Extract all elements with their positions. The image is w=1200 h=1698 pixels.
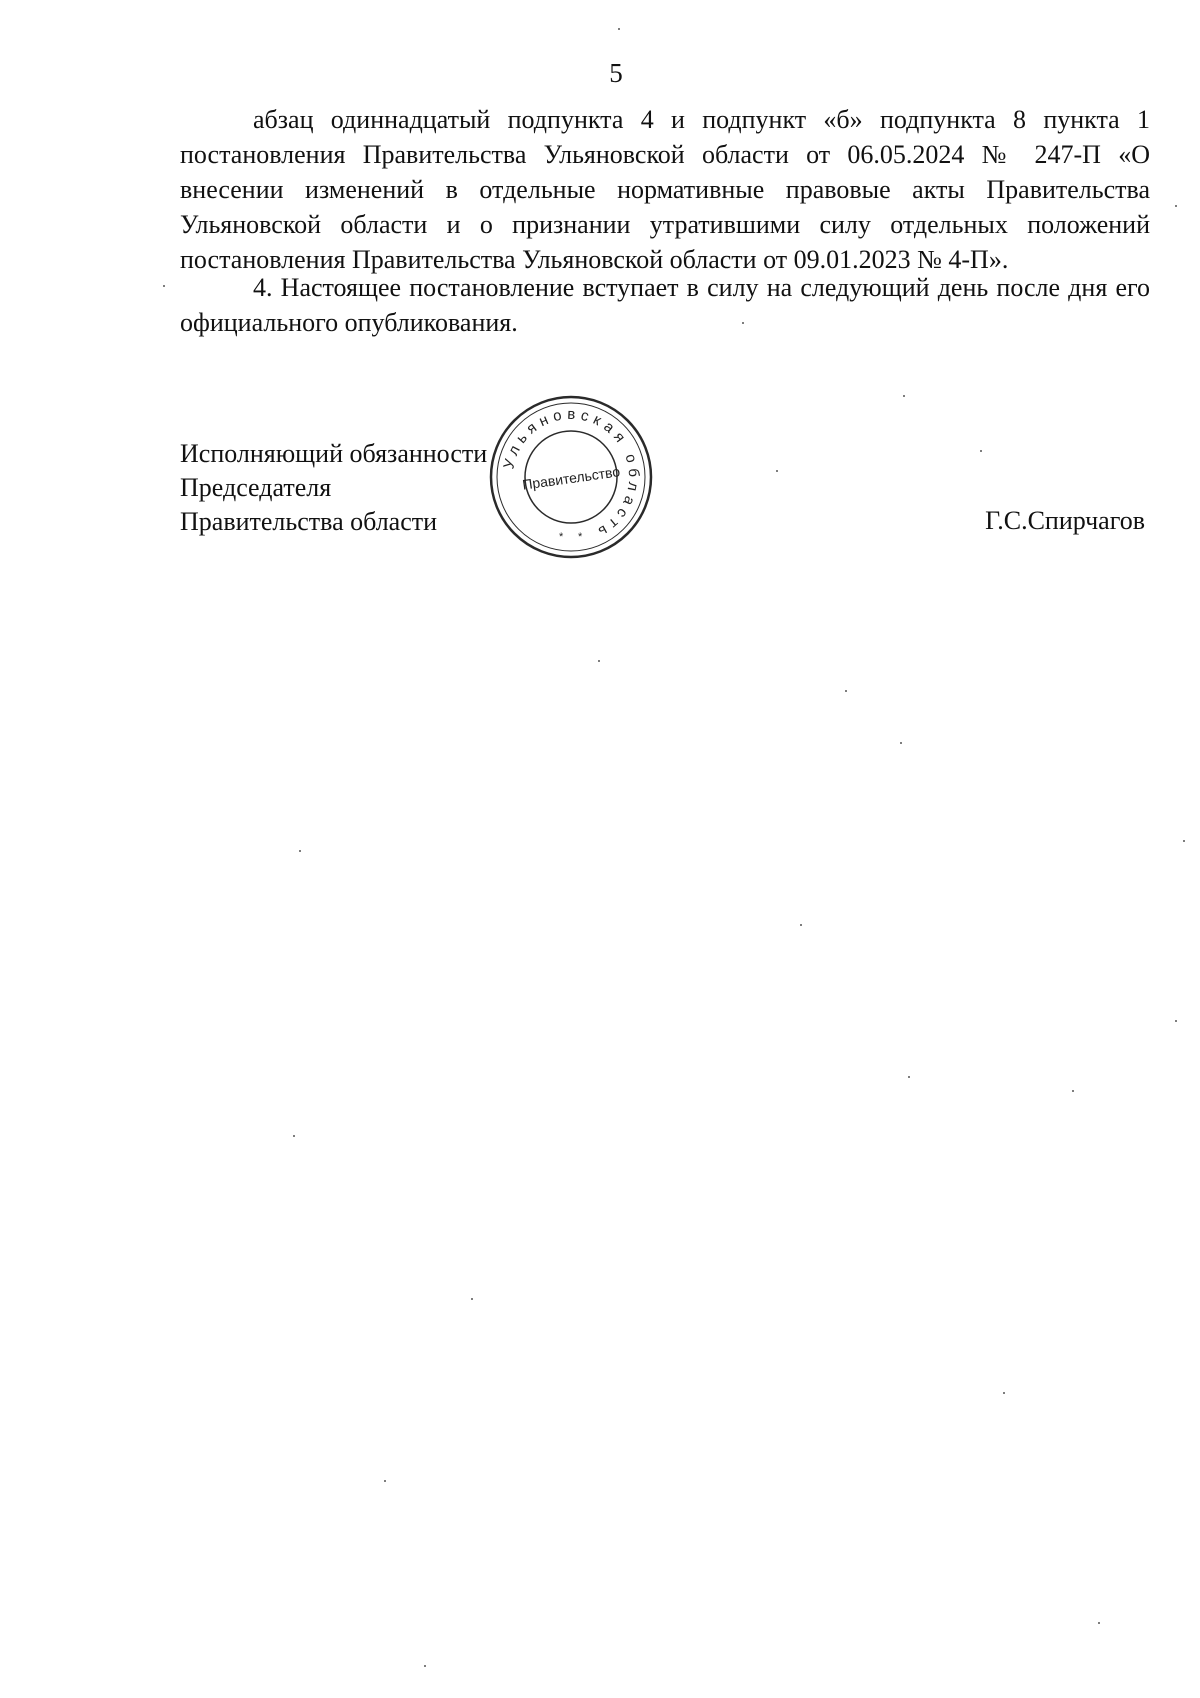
svg-text:Правительство: Правительство — [521, 463, 621, 493]
scan-speck — [163, 285, 165, 287]
scan-speck — [384, 1480, 386, 1482]
signatory-position-line-1: Исполняющий обязанности — [180, 439, 488, 468]
scan-speck — [845, 690, 847, 692]
scan-speck — [1003, 1392, 1005, 1394]
scan-speck — [742, 322, 744, 324]
signatory-name: Г.С.Спирчагов — [985, 506, 1145, 535]
scan-speck — [618, 28, 620, 30]
signatory-position-line-2: Председателя — [180, 473, 332, 502]
scan-speck — [980, 450, 982, 452]
scan-speck — [1175, 1020, 1177, 1022]
page-number: 5 — [609, 58, 623, 88]
scan-speck — [293, 1135, 295, 1137]
official-seal-stamp — [486, 392, 656, 562]
signatory-position-line-3: Правительства области — [180, 507, 438, 536]
scan-speck — [800, 924, 802, 926]
svg-text:*: * — [559, 531, 564, 543]
scan-speck — [1183, 840, 1185, 842]
scan-speck — [908, 1076, 910, 1078]
scan-speck — [903, 395, 905, 397]
svg-text:*: * — [578, 531, 583, 543]
scan-speck — [776, 470, 778, 472]
scan-speck — [424, 1665, 426, 1667]
scan-speck — [471, 1298, 473, 1300]
paragraph-effective-date: 4. Настоящее постановление вступает в силу на следующий день после дня его официального опубликования. — [180, 273, 1150, 337]
scan-speck — [1098, 1622, 1100, 1624]
scan-speck — [900, 742, 902, 744]
scan-speck — [598, 660, 600, 662]
scan-speck — [299, 850, 301, 852]
svg-text:Ульяновская область: Ульяновская область — [500, 405, 643, 543]
scan-speck — [1175, 205, 1177, 207]
scan-speck — [1072, 1090, 1074, 1092]
paragraph-repeal-clause: абзац одиннадцатый подпункта 4 и подпункт «б» подпункта 8 пункта 1 постановления Правительства Ульяновской области от 06.05.2024 № 247-П «О внесении изменений в отдельные нормативные правовые акты Правительства Ульяновской области и о признании утратившими силу отдельных положений постановления Правительства Ульяновской области от 09.01.2023 № 4-П». — [180, 105, 1150, 274]
